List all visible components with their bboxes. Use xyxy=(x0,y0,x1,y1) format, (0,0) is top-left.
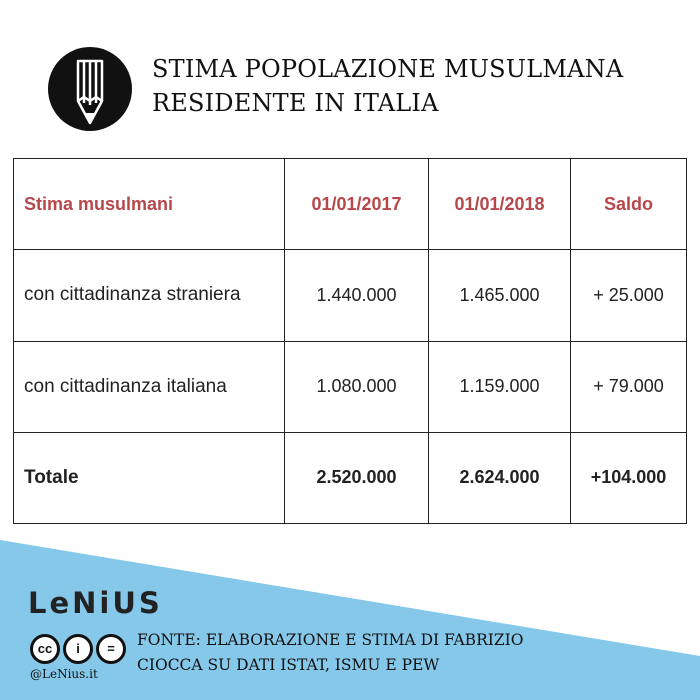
table-row-total xyxy=(14,432,687,523)
by-icon: i xyxy=(63,634,93,664)
table-cell: 1.080.000 xyxy=(285,341,429,432)
column-header: 01/01/2018 xyxy=(429,159,571,250)
column-header: 01/01/2017 xyxy=(285,159,429,250)
table-row xyxy=(14,341,687,432)
column-header: Saldo xyxy=(571,159,687,250)
social-handle: @LeNius.it xyxy=(30,667,98,681)
column-header: Stima musulmani xyxy=(14,159,285,250)
table-cell: 1.440.000 xyxy=(285,250,429,341)
table-cell: 2.520.000 xyxy=(285,432,429,523)
brand-logo: LeNiUS xyxy=(28,586,163,620)
cc-icon: cc xyxy=(30,634,60,664)
table-header-row xyxy=(14,159,687,250)
table-cell: 2.624.000 xyxy=(429,432,571,523)
source-note xyxy=(137,628,657,678)
table-row xyxy=(14,250,687,341)
row-label: Totale xyxy=(14,432,285,523)
title-line-1: STIMA POPOLAZIONE MUSULMANA xyxy=(152,55,624,83)
row-label: con cittadinanza italiana xyxy=(14,341,285,432)
source-line-1: FONTE: ELABORAZIONE E STIMA DI FABRIZIO xyxy=(137,631,524,649)
title-line-2: RESIDENTE IN ITALIA xyxy=(152,89,439,117)
source-line-2: CIOCCA SU DATI ISTAT, ISMU E PEW xyxy=(137,656,440,674)
row-label: con cittadinanza straniera xyxy=(14,250,285,341)
page-title xyxy=(152,52,672,120)
nd-icon: = xyxy=(96,634,126,664)
estimate-table xyxy=(13,158,687,524)
pencil-logo xyxy=(48,47,132,131)
table-cell: +104.000 xyxy=(571,432,687,523)
table-cell: + 25.000 xyxy=(571,250,687,341)
header xyxy=(0,0,700,150)
table-cell: 1.159.000 xyxy=(429,341,571,432)
table-cell: 1.465.000 xyxy=(429,250,571,341)
table-cell: + 79.000 xyxy=(571,341,687,432)
pencil-icon xyxy=(48,47,132,131)
